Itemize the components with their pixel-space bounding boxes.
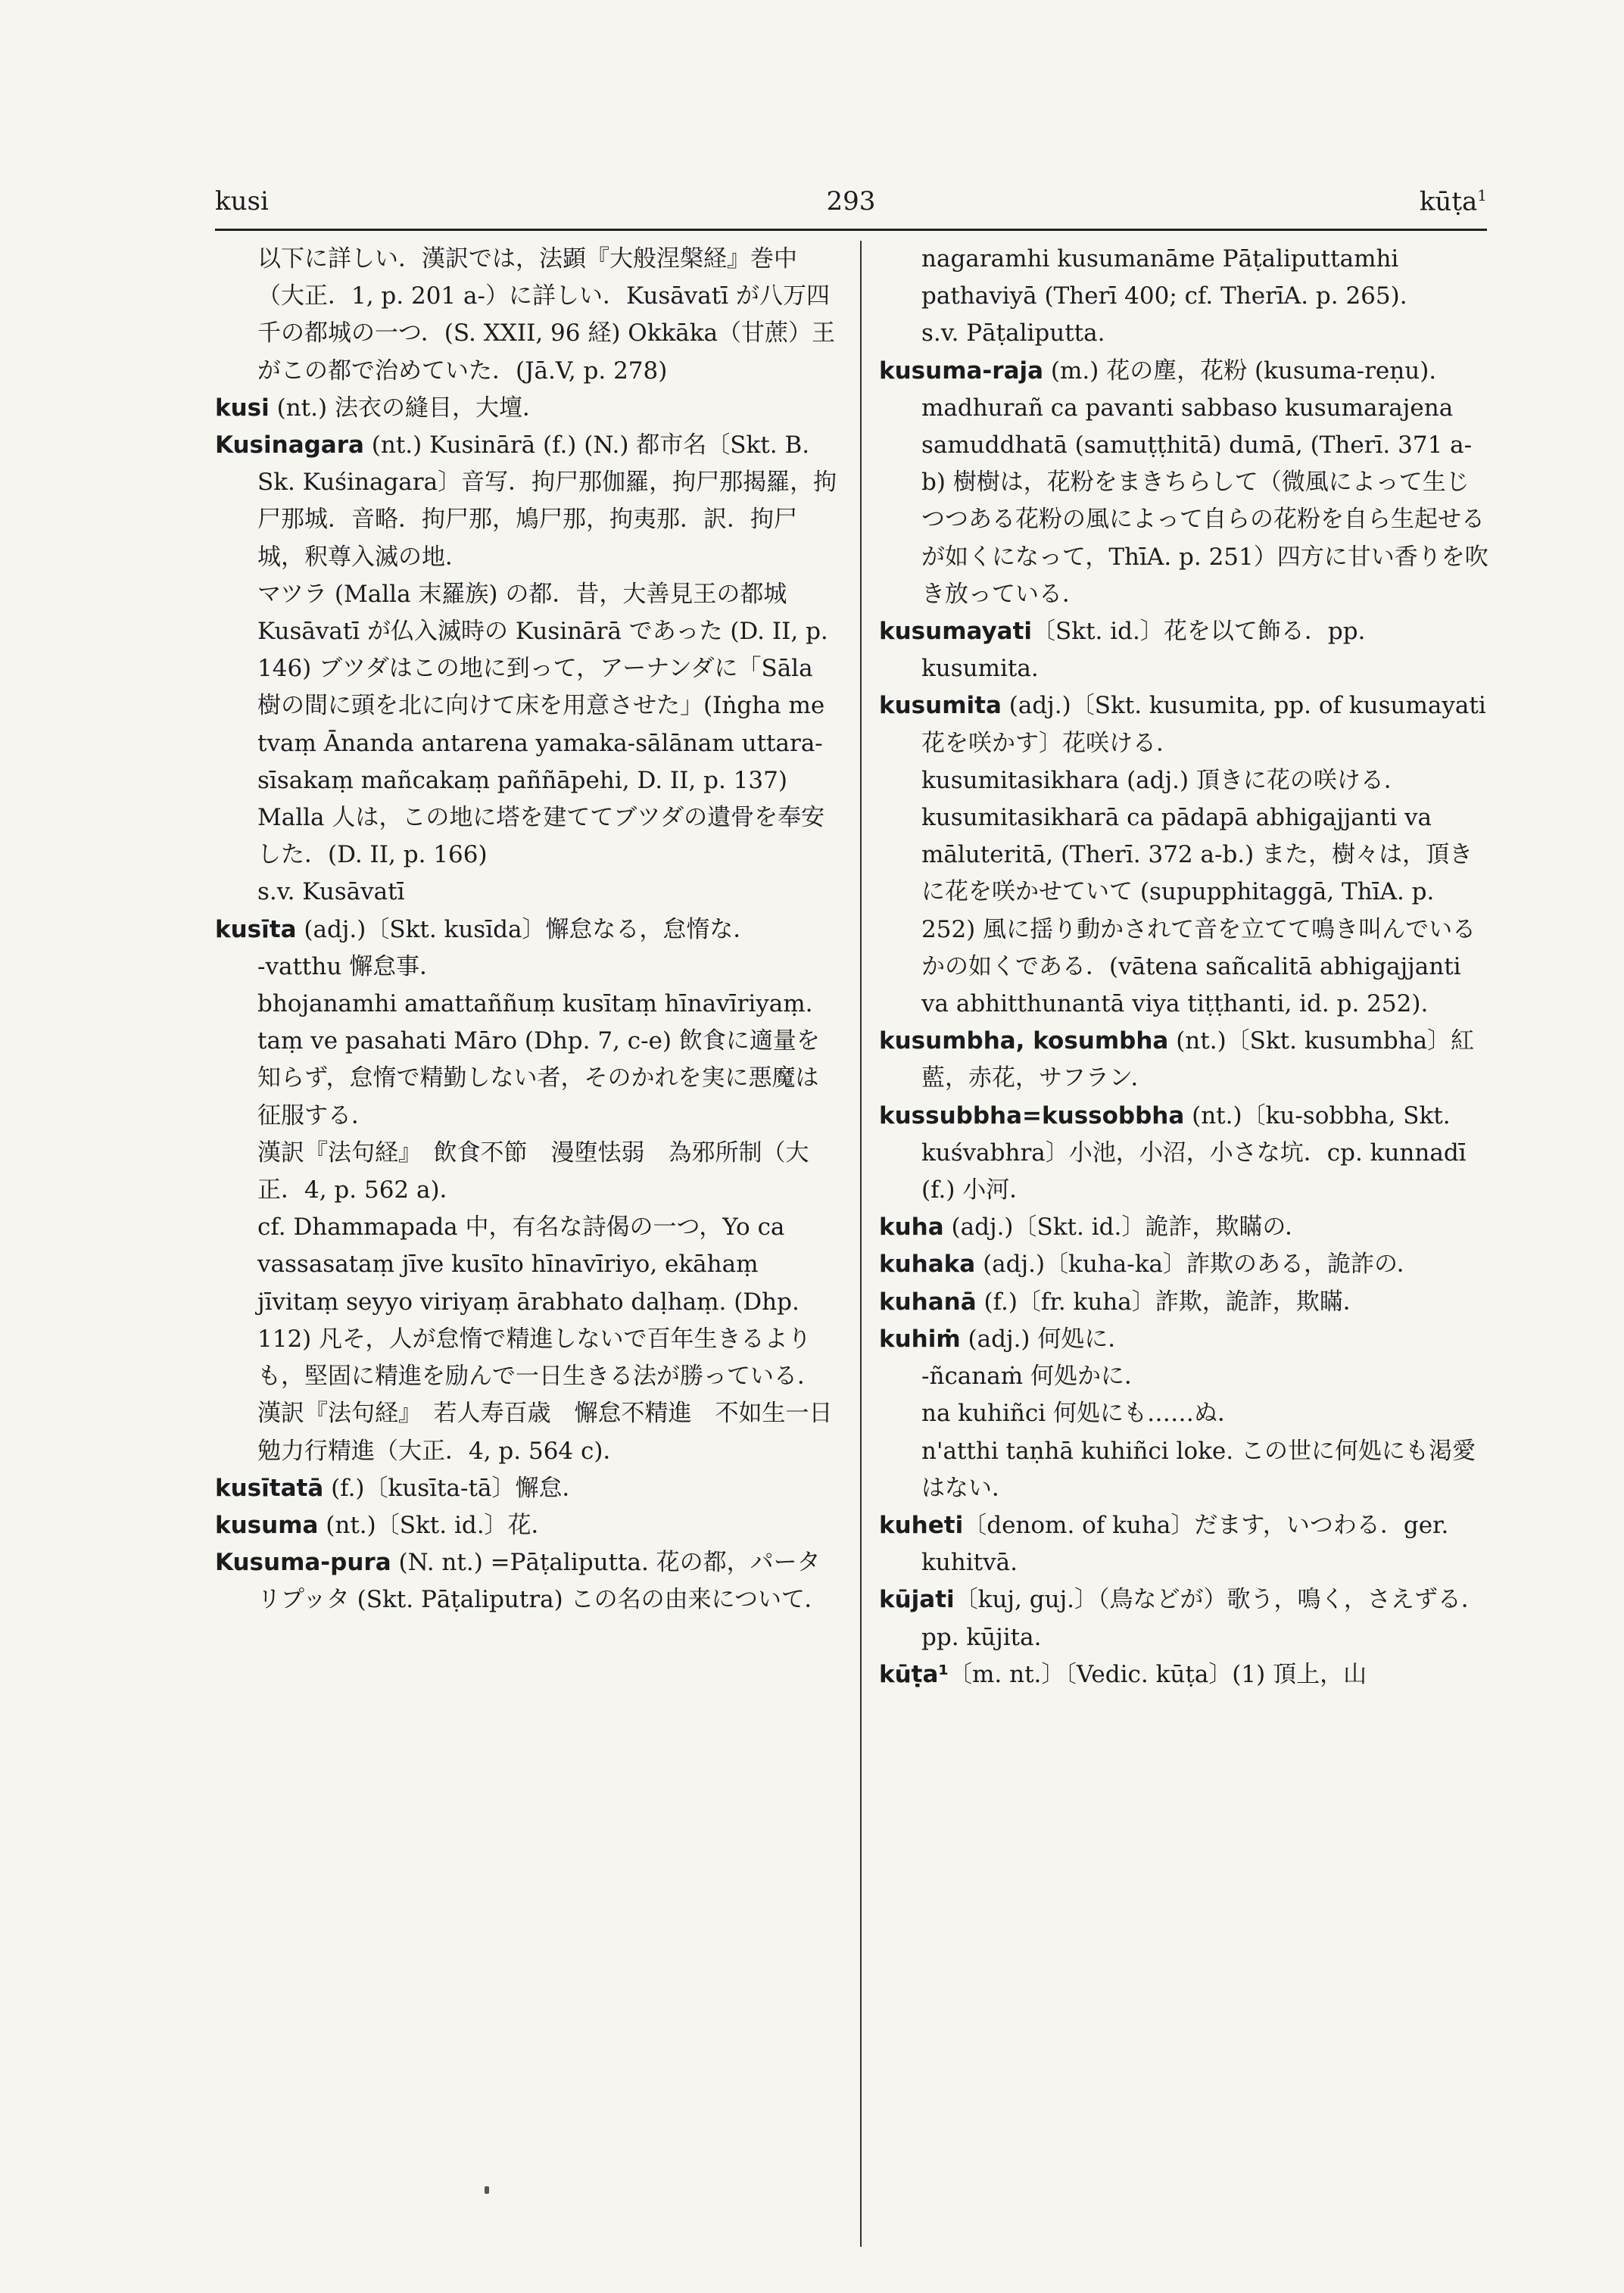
- entry-continuation: [879, 1433, 1489, 1507]
- entry-continuation: [215, 1209, 840, 1395]
- entry-text: (adj.)〔Skt. kusīda〕懈怠なる，怠惰な．: [296, 915, 757, 943]
- entry-text: 〔kuj, guj.〕（鳥などが）歌う，鳴く，さえずる．pp. kūjita.: [921, 1586, 1485, 1651]
- entry-text: Malla 人は，この地に塔を建ててブツダの遺骨を奉安した．(D. II, p. 166): [257, 804, 825, 869]
- entry-text: -ñcanaṁ 何処かに．: [921, 1363, 1148, 1391]
- dictionary-entry: [879, 353, 1489, 390]
- dictionary-entry: [879, 687, 1489, 762]
- entry-continuation: [215, 949, 840, 986]
- dictionary-entry: [215, 1544, 840, 1618]
- entry-continuation: [879, 241, 1489, 315]
- entry-text: 〔Skt. id.〕花を以て飾る．pp. kusumita.: [921, 618, 1366, 683]
- headword: kusi: [215, 394, 270, 422]
- entry-text: (adj.)〔Skt. id.〕詭詐，欺瞞の．: [943, 1213, 1309, 1242]
- dictionary-entry: [879, 613, 1489, 687]
- entry-text: -vatthu 懈怠事．: [257, 952, 444, 980]
- headword: Kusinagara: [215, 431, 364, 460]
- entry-text: (adj.) 何処に．: [960, 1325, 1132, 1353]
- dictionary-entry: [215, 390, 840, 427]
- entry-text: (nt.) Kusinārā (f.) (N.) 都市名〔Skt. B. Sk. Kuśinagara〕音写．拘尸那伽羅，拘尸那揭羅，拘尸那城．音略．拘尸那，鳩尸那，拘夷那．訳．拘尸城，釈尊入滅の地．: [257, 431, 837, 571]
- headword: kusītatā: [215, 1474, 324, 1502]
- running-head-left: kusi: [215, 186, 269, 217]
- headword: kusumayati: [879, 618, 1033, 646]
- entry-text: (adj.)〔kuha-ka〕詐欺のある，詭詐の．: [975, 1251, 1420, 1279]
- running-head-right-word: kūṭa: [1419, 186, 1478, 217]
- entry-text: 〔m. nt.〕〔Vedic. kūṭa〕(1) 頂上，山: [949, 1660, 1367, 1688]
- dictionary-entry: [215, 1470, 840, 1507]
- entry-text: (adj.)〔Skt. kusumita, pp. of kusumayati 花を咲かす〕花咲ける．: [921, 692, 1486, 757]
- dictionary-entry: [879, 1284, 1489, 1321]
- entry-text: madhurañ ca pavanti sabbaso kusumarajena samuddhatā (samuṭṭhitā) dumā, (Therī. 371 a-b) 樹樹は，花粉をまきちらして（微風によって生じつつある花粉の風によって自らの花粉を自ら生起せるが如くになって，ThīA. p. 251）四方に甘い香りを吹き放っている．: [921, 394, 1488, 608]
- dictionary-entry: [215, 1507, 840, 1544]
- headword: kusuma-raja: [879, 357, 1044, 385]
- entry-text: kusumitasikharā ca pādapā abhigajjanti va māluteritā, (Therī. 372 a-b.) また，樹々は，頂きに花を咲かせていて (supupphitaggā, ThīA. p. 252) 風に揺り動かされて音を立てて鳴き叫んでいるかの如くである．(vātena sañcalitā abhigajjanti va abhitthunantā viya tiṭṭhanti, id. p. 252).: [921, 804, 1476, 1018]
- entry-text: 〔denom. of kuha〕だます，いつわる．ger. kuhitvā.: [921, 1511, 1449, 1577]
- headword: kusumita: [879, 692, 1002, 720]
- entry-text: s.v. Kusāvatī: [257, 878, 405, 906]
- entry-continuation: [879, 1358, 1489, 1395]
- entry-text: (m.) 花の塵，花粉 (kusuma-reṇu).: [1043, 357, 1437, 385]
- entry-text: s.v. Pāṭaliputta.: [921, 319, 1105, 347]
- headword: kussubbha=kussobbha: [879, 1101, 1185, 1129]
- running-head-right-sup: 1: [1477, 186, 1487, 204]
- entry-continuation: [215, 986, 840, 1135]
- entry-continuation: [215, 241, 840, 390]
- entry-text: na kuhiñci 何処にも……ぬ．: [921, 1400, 1242, 1428]
- left-column: [215, 241, 856, 1619]
- entry-continuation: [215, 1135, 840, 1209]
- entry-text: kusumitasikhara (adj.) 頂きに花の咲ける．: [921, 766, 1407, 794]
- entry-text: (f.)〔fr. kuha〕詐欺，詭詐，欺瞞．: [976, 1288, 1367, 1316]
- entry-continuation: [215, 1395, 856, 1469]
- dictionary-entry: [879, 1321, 1489, 1358]
- column-divider: [860, 241, 862, 2247]
- dictionary-entry: [879, 1023, 1489, 1097]
- dictionary-entry: [879, 1246, 1489, 1283]
- headword: kuhiṁ: [879, 1325, 961, 1353]
- dictionary-entry: [215, 911, 840, 949]
- headword: kuhanā: [879, 1288, 977, 1316]
- dictionary-entry: [879, 1656, 1489, 1693]
- headword: kūjati: [879, 1586, 955, 1614]
- entry-text: (nt.)〔Skt. kusumbha〕紅藍，赤花，サフラン．: [921, 1027, 1475, 1092]
- ink-speck: [485, 2186, 489, 2194]
- page-number: 293: [826, 186, 876, 217]
- entry-text: (nt.)〔ku-sobbha, Skt. kuśvabhra〕小池，小沼，小さな坑．cp. kunnadī (f.) 小河．: [921, 1101, 1467, 1204]
- entry-text: bhojanamhi amattaññuṃ kusītaṃ hīnavīriyaṃ. taṃ ve pasahati Māro (Dhp. 7, c-e) 飲食に適量を知らず，怠惰で精勤しない者，そのかれを実に悪魔は征服する．: [257, 990, 820, 1129]
- dictionary-entry: [879, 1098, 1489, 1210]
- entry-text: n'atthi taṇhā kuhiñci loke. この世に何処にも渇愛はない．: [921, 1437, 1476, 1502]
- dictionary-entry: [879, 1507, 1489, 1581]
- entry-text: 漢訳『法句経』 飲食不節 漫堕怯弱 為邪所制（大正．4, p. 562 a)．: [257, 1139, 809, 1204]
- entry-continuation: [879, 315, 1489, 352]
- dictionary-entry: [215, 427, 840, 576]
- dictionary-entry: [879, 1581, 1489, 1656]
- headword: kūṭa¹: [879, 1660, 949, 1688]
- headword: kuha: [879, 1213, 944, 1242]
- right-column: [879, 241, 1489, 1693]
- entry-continuation: [215, 576, 840, 799]
- entry-text: nagaramhi kusumanāme Pāṭaliputtamhi pathaviyā (Therī 400; cf. TherīA. p. 265).: [921, 245, 1407, 310]
- entry-text: (nt.)〔Skt. id.〕花．: [318, 1511, 555, 1539]
- entry-continuation: [215, 874, 840, 911]
- headword: kuheti: [879, 1511, 964, 1539]
- entry-text: cf. Dhammapada 中，有名な詩偈の一つ，Yo ca vassasataṃ jīve kusīto hīnavīriyo, ekāhaṃ jīvitaṃ seyyo viriyaṃ ārabhato daḷhaṃ. (Dhp. 112) 凡そ，人が怠惰で精進しないで百年生きるよりも，堅固に精進を励んで一日生きる法が勝っている．: [257, 1213, 821, 1391]
- entry-continuation: [879, 799, 1489, 1023]
- running-head-right: [1420, 186, 1487, 217]
- headword: Kusuma-pura: [215, 1549, 391, 1577]
- dictionary-entry: [879, 1209, 1489, 1246]
- entry-text: (N. nt.) =Pāṭaliputta. 花の都，パータリプッタ (Skt. Pāṭaliputra) この名の由来について．: [257, 1549, 828, 1614]
- entry-continuation: [879, 1395, 1489, 1432]
- entry-text: (nt.) 法衣の縫目，大壇．: [269, 394, 546, 422]
- entry-text: マツラ (Malla 末羅族) の都．昔，大善見王の都城 Kusāvatī が仏入滅時の Kusinārā であった (D. II, p. 146) ブツダはこの地に到って，アーナンダに「Sāla 樹の間に頭を北に向けて床を用意させた」(Iṅgha me tvaṃ Ānanda antarena yamaka-sālānam uttara-sīsakaṃ mañcakaṃ paññāpehi, D. II, p. 137): [257, 580, 828, 794]
- headword: kusīta: [215, 915, 297, 943]
- entry-continuation: [215, 799, 840, 874]
- entry-text: 漢訳『法句経』 若人寿百歳 懈怠不精進 不如生一日 勉力行精進（大正．4, p. 564 c)．: [257, 1400, 856, 1465]
- headword: kusuma: [215, 1511, 319, 1539]
- entry-text: (f.)〔kusīta-tā〕懈怠．: [323, 1474, 586, 1502]
- headword: kusumbha, kosumbha: [879, 1027, 1169, 1055]
- headword: kuhaka: [879, 1251, 976, 1279]
- entry-continuation: [879, 390, 1489, 613]
- page-header: [215, 186, 1487, 231]
- entry-continuation: [879, 762, 1489, 799]
- entry-text: 以下に詳しい．漢訳では，法顕『大般涅槃経』巻中（大正．1, p. 201 a-）に詳しい．Kusāvatī が八万四千の都城の一つ．(S. XXII, 96 経) Okkāka（甘蔗）王がこの都で治めていた．(Jā.V, p. 278): [257, 245, 836, 385]
